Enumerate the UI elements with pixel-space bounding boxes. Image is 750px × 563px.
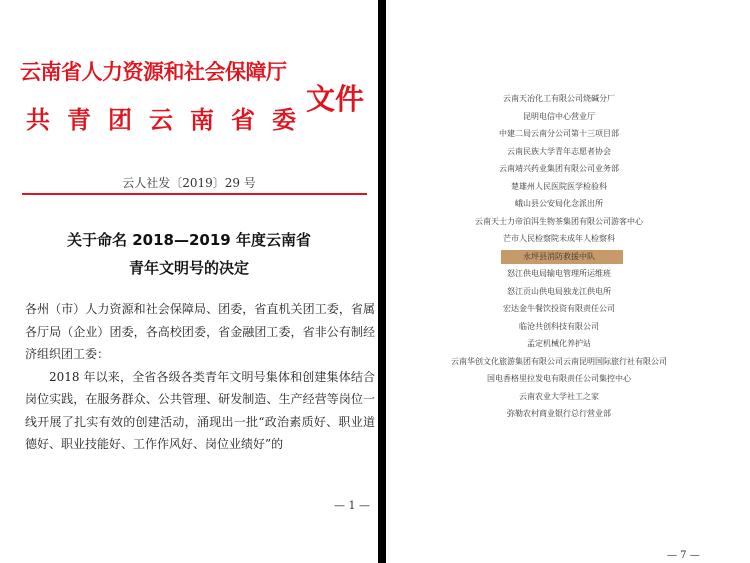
- right-page: [386, 0, 750, 563]
- organization-name: 国电香格里拉发电有限责任公司集控中心: [487, 374, 631, 383]
- document-number: 云人社发〔2019〕29 号: [122, 176, 256, 190]
- organization-name: 宏达金牛餐饮投资有限责任公司: [503, 304, 615, 313]
- page-number-right: — 7 —: [667, 550, 700, 561]
- organization-list-item: [386, 318, 732, 336]
- organization-list-item: [386, 230, 732, 248]
- organization-list: [386, 90, 732, 423]
- document-label-wenjian: 文件: [306, 82, 365, 116]
- body-paragraph: 2018 年以来，全省各级各类青年文明号集体和创建集体结合岗位实践，在服务群众、公共管理、研发制造、生产经营等岗位一线开展了扎实有效的创建活动，涌现出一批“政治素质好、职业道德好、职业技能好、工作作风好、岗位业绩好”的: [25, 369, 375, 451]
- organization-name: 中建二局云南分公司第十三项目部: [499, 129, 619, 138]
- organization-name: 云南天冶化工有限公司烧碱分厂: [503, 94, 615, 103]
- organization-name: 弥勒农村商业银行总行营业部: [507, 409, 611, 418]
- organization-list-item: [386, 178, 732, 196]
- organization-list-item: [386, 160, 732, 178]
- organization-list-item: [386, 108, 732, 126]
- page-number-left: — 1 —: [334, 499, 370, 512]
- addressee-paragraph: 各州（市）人力资源和社会保障局、团委，省直机关团工委，省属各厅局（企业）团委，各高校团委，省金融团工委，省非公有制经济组织团工委：: [25, 302, 375, 361]
- organization-list-item: [386, 335, 732, 353]
- page-divider: [378, 0, 386, 563]
- organization-list-item: [386, 213, 732, 231]
- organization-name: 昆明电信中心营业厅: [523, 111, 595, 121]
- organization-list-item: [386, 300, 732, 318]
- organization-list-item: [386, 388, 732, 406]
- organization-list-item: [386, 143, 732, 161]
- organization-name: 怒江供电局输电管理所运维班: [507, 269, 611, 278]
- document-title-line-1: 关于命名 2018—2019 年度云南省: [67, 231, 311, 249]
- organization-list-item: [386, 370, 732, 388]
- issuer-line-2: 共青团云南省委: [26, 106, 313, 134]
- organization-name: 云南农业大学社工之家: [519, 391, 599, 401]
- organization-name: 云南华创文化旅游集团有限公司云南昆明国际旅行社有限公司: [451, 356, 667, 366]
- document-title-line-2: 青年文明号的决定: [128, 259, 249, 277]
- organization-list-item: [386, 265, 732, 283]
- organization-name: 永坪县消防救援中队: [523, 251, 595, 261]
- organization-name: 云南天士力帝泊洱生物茶集团有限公司游客中心: [475, 216, 643, 226]
- body-text: [25, 298, 375, 456]
- organization-list-item: [386, 90, 732, 108]
- issuer-line-1: 云南省人力资源和社会保障厅: [20, 60, 287, 84]
- organization-name: 芒市人民检察院未成年人检察科: [503, 234, 615, 243]
- organization-list-item: [386, 353, 732, 371]
- organization-name: 楚雄州人民医院医学检验科: [511, 181, 607, 191]
- organization-name: 孟定机械化养护站: [527, 339, 591, 348]
- organization-list-item: [386, 125, 732, 143]
- organization-name: 怒江贡山供电局独龙江供电所: [507, 286, 611, 296]
- organization-list-item: [386, 248, 732, 266]
- organization-list-item: [386, 283, 732, 301]
- organization-list-item: [386, 405, 732, 423]
- organization-name: 云南靖兴药业集团有限公司业务部: [499, 164, 619, 173]
- organization-name: 云南民族大学青年志愿者协会: [507, 146, 611, 156]
- organization-name: 临沧共创科技有限公司: [519, 321, 599, 331]
- organization-name: 峨山县公安局化念派出所: [515, 199, 603, 208]
- red-separator-line: [22, 193, 367, 195]
- organization-list-item: [386, 195, 732, 213]
